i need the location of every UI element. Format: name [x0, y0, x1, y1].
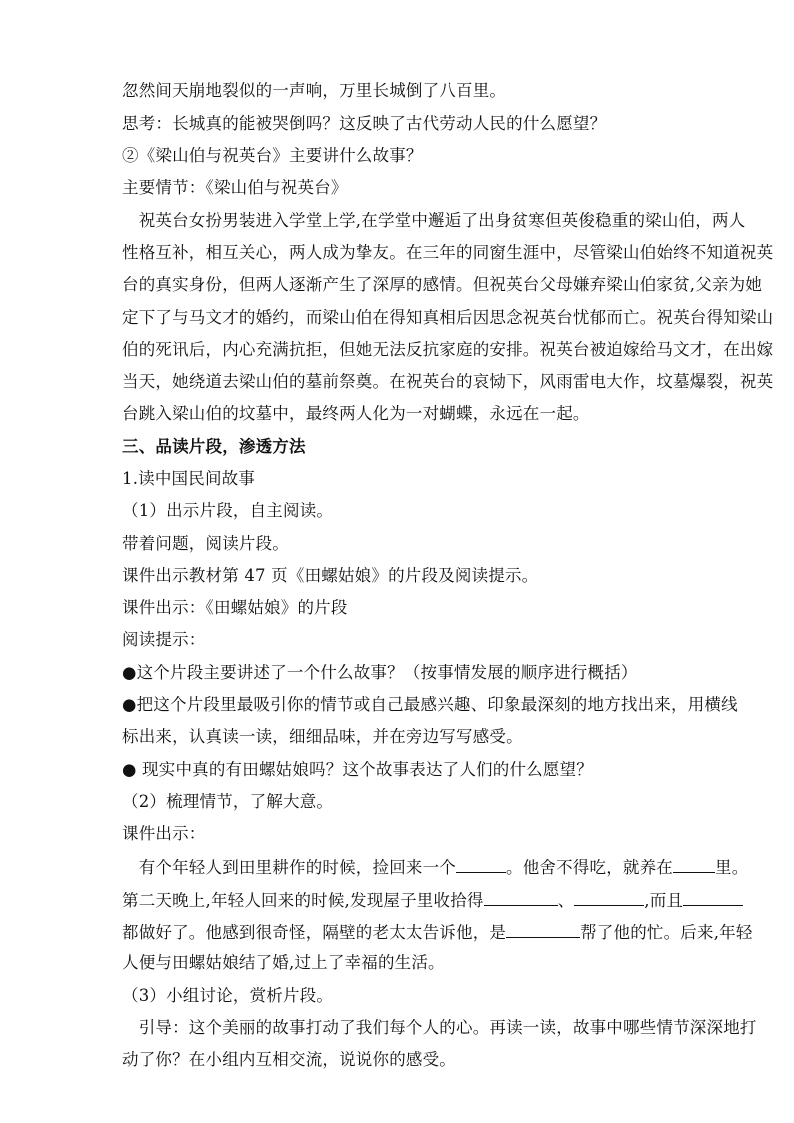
story-paragraph-line: 伯的死讯后，内心充满抗拒，但她无法反抗家庭的安排。祝英台被迫嫁给马文才，在出嫁 [122, 340, 774, 359]
blank-line [506, 921, 580, 938]
blank-line [456, 856, 506, 873]
fill-text: 。他舍不得吃，就养在 [506, 858, 673, 877]
blank-line [574, 889, 644, 906]
fill-text: 、 [557, 891, 575, 910]
section-heading: 三、品读片段，渗透方法 [122, 437, 306, 456]
fill-text: ,而且 [644, 891, 684, 910]
guide-paragraph-line: 引导：这个美丽的故事打动了我们每个人的心。再读一读，故事中哪些情节深深地打 [122, 1018, 757, 1037]
text-line: 带着问题，阅读片段。 [122, 534, 289, 553]
story-paragraph-line: 当天，她绕道去梁山伯的墓前祭奠。在祝英台的哀恸下，风雨雷电大作，坟墓爆裂，祝英 [122, 372, 774, 391]
story-paragraph-line: 定下了与马文才的婚约，而梁山伯在得知真相后因思念祝英台忧郁而亡。祝英台得知梁山 [122, 308, 774, 327]
step-heading: （1）出示片段，自主阅读。 [122, 501, 334, 520]
subsection-heading: 1.读中国民间故事 [122, 469, 256, 488]
question-line: ②《梁山伯与祝英台》主要讲什么故事？ [122, 146, 423, 165]
fill-text: 帮了他的忙。后来,年轻 [580, 923, 753, 942]
fill-text: 有个年轻人到田里耕作的时候，捡回来一个 [122, 858, 456, 877]
text-line: 课件出示： [122, 824, 206, 843]
blank-line [683, 889, 743, 906]
story-paragraph-line: 台的真实身份，但两人逐渐产生了深厚的感情。但祝英台父母嫌弃梁山伯家贫,父亲为她 [122, 275, 763, 294]
text-line: 课件出示教材第 47 页《田螺姑娘》的片段及阅读提示。 [122, 566, 539, 585]
story-paragraph-line: 祝英台女扮男装进入学堂上学,在学堂中邂逅了出身贫寒但英俊稳重的梁山伯，两人 [122, 211, 746, 230]
fill-text: 都做好了。他感到很奇怪，隔壁的老太太告诉他，是 [122, 923, 507, 942]
fill-text: 里。 [715, 858, 749, 877]
bullet-item: ●把这个片段里最吸引你的情节或自己最感兴趣、印象最深刻的地方找出来，用横线 [122, 695, 738, 714]
question-line: 思考：长城真的能被哭倒吗？这反映了古代劳动人民的什么愿望？ [122, 114, 607, 133]
blank-line [673, 856, 715, 873]
plot-heading: 主要情节：《梁山伯与祝英台》 [122, 178, 348, 197]
step-heading: （3）小组讨论，赏析片段。 [122, 986, 334, 1005]
bullet-item: ● 现实中真的有田螺姑娘吗？这个故事表达了人们的什么愿望？ [122, 760, 593, 779]
fill-blank-line [122, 921, 753, 943]
blank-line [484, 889, 558, 906]
fill-text-line: 人便与田螺姑娘结了婚,过上了幸福的生活。 [122, 953, 445, 972]
story-paragraph-line: 台跳入梁山伯的坟墓中，最终两人化为一对蝴蝶，永远在一起。 [122, 404, 590, 423]
guide-paragraph-line: 动了你？在小组内互相交流，说说你的感受。 [122, 1050, 456, 1069]
bullet-item-continuation: 标出来，认真读一读，细细品味，并在旁边写写感受。 [122, 727, 523, 746]
fill-blank-line [122, 889, 743, 911]
fill-blank-line [122, 856, 748, 878]
story-paragraph-line: 性格互补，相互关心，两人成为挚友。在三年的同窗生涯中，尽管梁山伯始终不知道祝英 [122, 243, 774, 262]
bullet-item: ●这个片段主要讲述了一个什么故事？（按事情发展的顺序进行概括） [122, 663, 638, 682]
text-line: 课件出示：《田螺姑娘》的片段 [122, 598, 348, 617]
text-line: 忽然间天崩地裂似的一声响，万里长城倒了八百里。 [122, 81, 507, 100]
text-line: 阅读提示： [122, 630, 206, 649]
step-heading: （2）梳理情节，了解大意。 [122, 792, 334, 811]
fill-text: 第二天晚上,年轻人回来的时候,发现屋子里收拾得 [122, 891, 484, 910]
